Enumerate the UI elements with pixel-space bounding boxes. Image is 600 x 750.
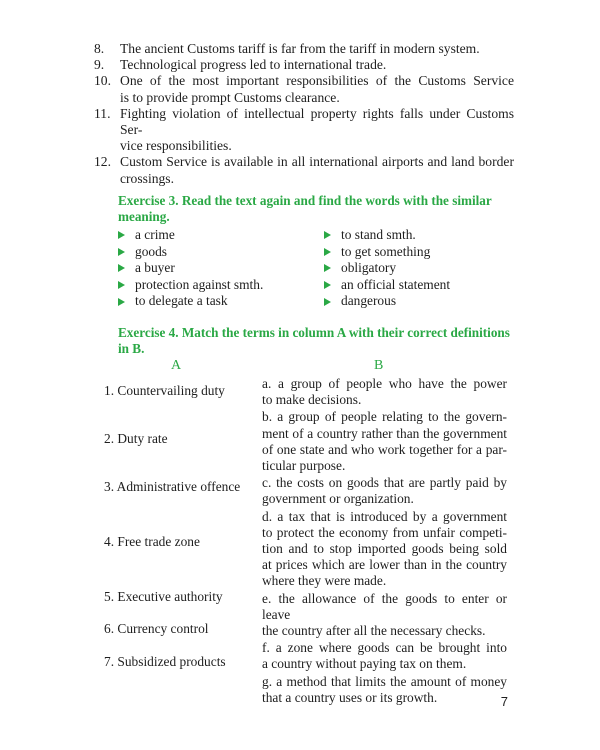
exercise-3-heading: Exercise 3. Read the text again and find the words with the similar meaning. xyxy=(118,193,492,224)
page-number: 7 xyxy=(500,694,508,709)
definition-line: of one state and who work together for a par- xyxy=(262,441,507,457)
triangle-bullet-icon xyxy=(118,248,125,256)
definition-item xyxy=(262,639,507,672)
definition-line: e. the allowance of the goods to enter or leave xyxy=(262,590,507,622)
list-item xyxy=(118,227,298,244)
triangle-bullet-icon xyxy=(324,231,331,239)
list-text: The ancient Customs tariff is far from the tariff in modern system. xyxy=(120,41,480,56)
word-item: a crime xyxy=(135,227,175,242)
definition-line: g. a method that limits the amount of money xyxy=(262,673,507,689)
definition-line: c. the costs on goods that are partly paid by xyxy=(262,475,507,491)
word-item: protection against smth. xyxy=(135,276,264,292)
definition-line: a. a group of people who have the power xyxy=(262,376,507,391)
definition-item xyxy=(262,673,507,706)
definition-line: at prices which are lower than in the country xyxy=(262,557,507,573)
definition-line: a country without paying tax on them. xyxy=(262,656,467,672)
word-item: an official statement xyxy=(341,276,451,292)
list-item xyxy=(94,73,514,105)
list-text-line: vice responsibilities. xyxy=(120,138,232,154)
triangle-bullet-icon xyxy=(324,298,331,306)
triangle-bullet-icon xyxy=(324,248,331,256)
word-item: dangerous xyxy=(341,293,397,309)
list-item xyxy=(94,154,514,186)
list-item xyxy=(118,244,298,261)
definition-line: ment of a country rather than the government xyxy=(262,425,507,441)
list-text xyxy=(120,73,514,105)
triangle-bullet-icon xyxy=(324,264,331,272)
column-b-header: B xyxy=(374,358,384,373)
term-item: 1. Countervailing duty xyxy=(104,383,225,398)
term-item: 7. Subsidized products xyxy=(104,654,226,669)
term-item: 3. Administrative offence xyxy=(104,479,241,494)
list-item xyxy=(324,260,514,277)
list-text xyxy=(120,106,514,155)
definition-item xyxy=(262,375,507,408)
list-text-line: One of the most important responsibilities of the Customs Service xyxy=(120,73,514,89)
list-item xyxy=(94,57,514,73)
definition-item xyxy=(262,408,507,474)
definitions-column xyxy=(262,375,507,706)
triangle-bullet-icon xyxy=(118,264,125,272)
word-item: goods xyxy=(135,243,167,259)
definition-line: that a country uses or its growth. xyxy=(262,689,438,705)
triangle-bullet-icon xyxy=(324,281,331,289)
triangle-bullet-icon xyxy=(118,298,125,306)
definition-item xyxy=(262,474,507,507)
triangle-bullet-icon xyxy=(118,281,125,289)
definition-item xyxy=(262,590,507,640)
list-item xyxy=(118,293,298,310)
term-item: 5. Executive authority xyxy=(104,589,223,604)
list-text-line: crossings. xyxy=(120,170,174,186)
list-text-line: Custom Service is available in all international airports and land border xyxy=(120,154,514,170)
term-item: 6. Currency control xyxy=(104,621,209,636)
exercise-4-heading: Exercise 4. Match the terms in column A with their correct definitions in B. xyxy=(118,325,510,356)
column-a-header: A xyxy=(171,358,182,373)
list-text-line: is to provide prompt Customs clearance. xyxy=(120,89,340,105)
list-item xyxy=(94,106,514,155)
word-item: to get something xyxy=(341,243,431,259)
list-item xyxy=(94,41,514,57)
definition-line: the country after all the necessary checks. xyxy=(262,623,486,639)
list-number: 12. xyxy=(94,154,111,170)
word-item: a buyer xyxy=(135,260,175,276)
list-item xyxy=(324,244,514,261)
word-item: to stand smth. xyxy=(341,227,416,242)
list-text: Technological progress led to international trade. xyxy=(120,57,387,73)
definition-line: f. a zone where goods can be brought into xyxy=(262,640,507,656)
list-item xyxy=(324,227,514,244)
definition-line: to protect the economy from unfair competi- xyxy=(262,524,507,540)
numbered-list xyxy=(94,41,514,187)
list-item xyxy=(118,277,298,294)
definition-line: where they were made. xyxy=(262,573,387,589)
word-item: obligatory xyxy=(341,260,397,276)
term-item: 2. Duty rate xyxy=(104,431,168,446)
word-item: to delegate a task xyxy=(135,293,228,309)
list-number: 8. xyxy=(94,41,105,56)
list-number: 11. xyxy=(94,105,111,121)
list-item xyxy=(324,293,514,310)
exercise-3-left-list xyxy=(118,227,298,310)
term-item: 4. Free trade zone xyxy=(104,534,200,549)
list-number: 9. xyxy=(94,57,105,73)
list-text xyxy=(120,154,514,186)
definition-item xyxy=(262,508,507,590)
list-number: 10. xyxy=(94,73,111,89)
list-item xyxy=(324,277,514,294)
definition-line: to make decisions. xyxy=(262,392,362,408)
list-item xyxy=(118,260,298,277)
definition-line: tion and to stop imported goods being sold xyxy=(262,541,507,557)
exercise-3-right-list xyxy=(324,227,514,310)
triangle-bullet-icon xyxy=(118,231,125,239)
definition-line: government or organization. xyxy=(262,491,414,507)
definition-line: b. a group of people relating to the govern- xyxy=(262,409,507,425)
list-text-line: Fighting violation of intellectual property rights falls under Customs Ser- xyxy=(120,105,514,138)
definition-line: d. a tax that is introduced by a government xyxy=(262,508,507,524)
definition-line: ticular purpose. xyxy=(262,458,346,474)
